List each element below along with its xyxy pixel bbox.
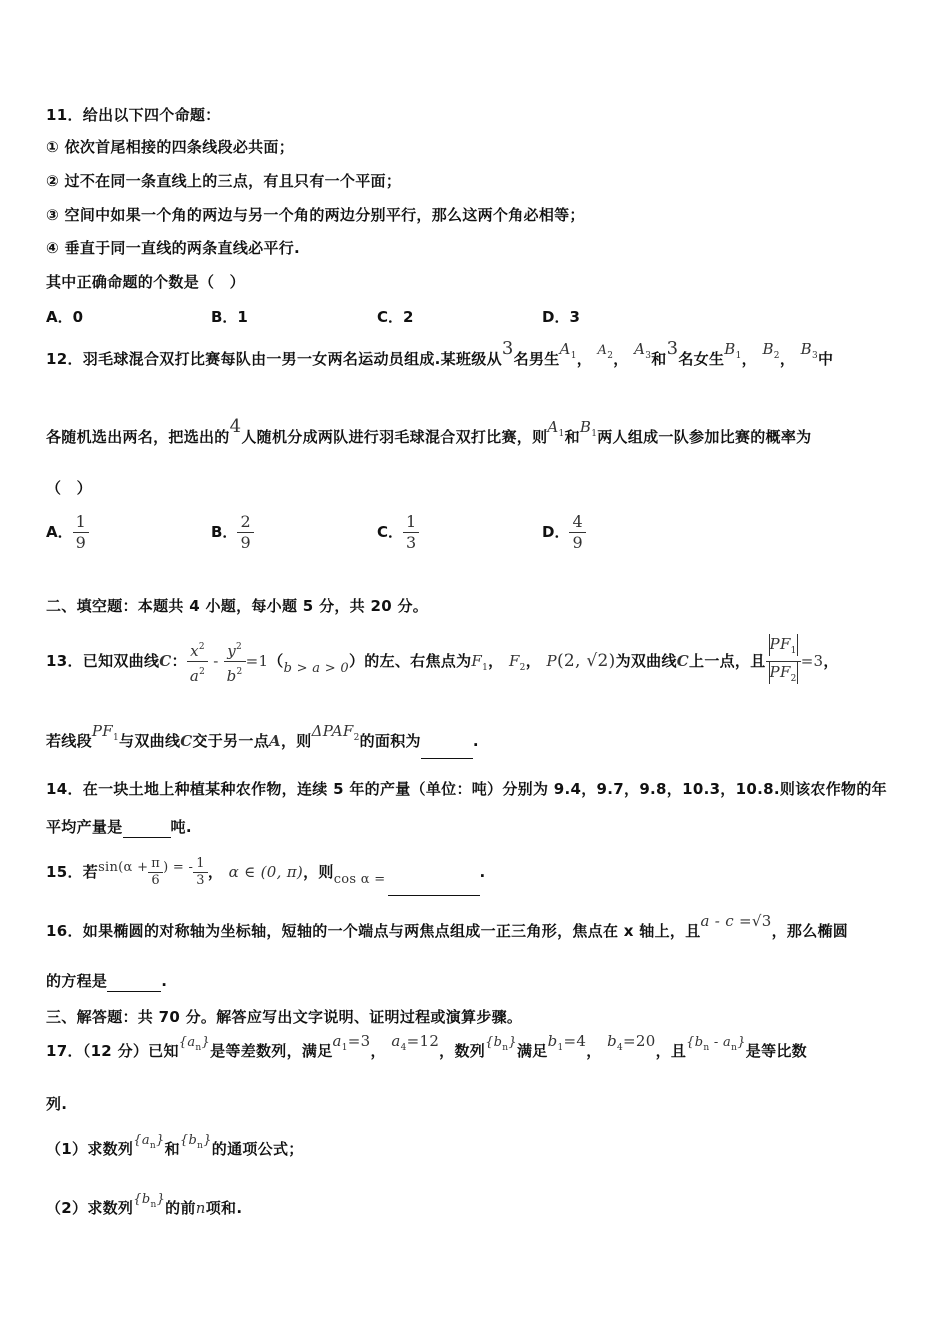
q13-text-7: 交于另一点: [192, 732, 270, 750]
q16-text-3: 的方程是: [46, 972, 108, 990]
q12-option-d: [542, 512, 586, 553]
q11-proposition-2: ② 过不在同一条直线上的三点，有且只有一个平面；: [46, 172, 402, 190]
q12-b1-ref-sub: 1: [591, 429, 598, 439]
q12-a2: A: [597, 343, 608, 358]
q13-pf2: PF: [769, 663, 791, 681]
q12-number-3b: 3: [666, 338, 679, 359]
q13-text-8: ，则: [280, 732, 312, 750]
q17-a1: a: [332, 1032, 342, 1050]
q11-option-c: C．2: [377, 308, 414, 326]
q13-answer-blank[interactable]: [421, 740, 473, 759]
q17-text-6: 是等比数: [745, 1042, 807, 1060]
q14-text-2: 吨.: [170, 818, 192, 836]
section-2-heading: 二、填空题：本题共 4 小题，每小题 5 分，共 20 分。: [46, 597, 429, 615]
q17-bn-an: {b: [686, 1035, 704, 1050]
q12-a3: A: [634, 340, 646, 358]
q16-root: √3: [751, 912, 772, 930]
q15-eq: ) = -: [163, 860, 194, 875]
q13-y-fraction: $\frac{y^2}{b^2}$: [224, 637, 246, 686]
q13-text-4: 上一点，且: [689, 652, 766, 670]
q17-part-1-bn: {b: [179, 1133, 198, 1148]
q12-option-b-label: B．: [211, 523, 238, 541]
section-3-heading: 三、解答题：共 70 分。解答应写出文字说明、证明过程或演算步骤。: [46, 1008, 523, 1026]
q12-a1-ref: A: [547, 418, 559, 436]
q13-condition: b > a > 0: [283, 661, 349, 676]
q17-b1: b: [547, 1032, 558, 1050]
q13-p: P: [546, 652, 557, 670]
q17-line-1: 17．（12 分）已知$\{a_n\}$是等差数列，满足$a_1=3$， $a_4=12$，数列$\{b_n\}$满足$b_1=4$， $b_4=20$，且$\{b_n - a_n\}$是等比数: [46, 1032, 807, 1060]
q13-text-3: 为双曲线: [615, 652, 677, 670]
q13-a: a: [189, 667, 200, 685]
q17-part-2-text-1: （2）求数列: [46, 1199, 134, 1217]
q15-sin: sin(α +: [98, 860, 149, 875]
q13-eq-1: =1: [245, 652, 269, 670]
q13-text-2: ）的左、右焦点为: [348, 652, 472, 670]
q12-option-c-fraction: [403, 512, 419, 553]
q17-part-1: （1）求数列$\{a_n\}$和$\{b_n\}$的通项公式；: [46, 1133, 304, 1158]
q13-pf1: PF: [769, 635, 791, 653]
q17-part-2: （2）求数列$\{b_n\}$的前n项和.: [46, 1192, 243, 1217]
q11-option-b: B．1: [211, 308, 248, 326]
q13-line-1: 13．已知双曲线C： $\frac{x^2}{a^2}$ - $\frac{y^2}{b^2}$ =1（b > a > 0）的左、右焦点为$F_1$， $F_2$， P(2, √2)为双曲线C上一点，且 $\frac{PF_1}{PF_2}$ =3，: [46, 634, 910, 678]
q11-option-a: A．0: [46, 308, 84, 326]
q12-b1-sub: 1: [735, 351, 742, 361]
q11-option-d: D．3: [542, 308, 580, 326]
q11-proposition-4: ④ 垂直于同一直线的两条直线必平行.: [46, 239, 301, 257]
q15-answer-blank[interactable]: [388, 875, 480, 896]
q16-equation: a - c =: [700, 912, 752, 930]
q15-text-1: 15．若: [46, 863, 99, 881]
q15-six: 6: [148, 872, 163, 889]
q12-option-c-label: C．: [377, 523, 404, 541]
q15-then: ，则: [303, 863, 334, 881]
q13-c-3: C: [180, 732, 193, 750]
q12-option-d-den: 9: [569, 532, 585, 553]
q13-y: y: [227, 642, 236, 660]
q17-text-4: 满足: [516, 1042, 548, 1060]
q16-answer-blank[interactable]: [107, 973, 161, 992]
q16-end: .: [161, 972, 168, 990]
q12-a2-sub: 2: [607, 351, 614, 361]
q12-option-b-num: 2: [240, 512, 251, 531]
q15-one: 1: [196, 856, 205, 871]
q15-line: 15．若sin(α + $\frac{\pi}{6}$ ) = - $\frac{1}{3}$ ， α ∈ (0, π)，则cos α = .: [46, 850, 910, 894]
q15-three: 3: [193, 872, 208, 889]
q17-part-2-bn: {b: [133, 1192, 151, 1207]
q12-line-2: [46, 416, 910, 455]
q15-condition: α ∈ (0, π): [228, 863, 304, 881]
q12-option-b-den: 9: [237, 532, 253, 553]
q12-option-b: [211, 512, 254, 553]
q12-line-1: 12．羽毛球混合双打比赛每队由一男一女两名运动员组成.某班级从3名男生$A_1$， $A_2$， $A_3$和3名女生$B_1$， $B_2$， $B_3$中: [46, 338, 834, 368]
q14-line-1: 14．在一块土地上种植某种农作物，连续 5 年的产量（单位：吨）分别为 9.4，9.7，9.8，10.3，10.8.则该农作物的年: [46, 780, 887, 798]
q17-text-3: ，数列: [439, 1042, 486, 1060]
q17-part-2-text-3: 项和.: [205, 1199, 243, 1217]
q13-pf1-segment: PF: [91, 722, 114, 740]
q13-f1: F: [471, 652, 483, 670]
q17-part-1-an: {a: [133, 1133, 150, 1148]
q13-eq-3: =3: [800, 652, 824, 670]
q13-triangle: ΔPAF: [311, 722, 354, 740]
q17-b4-value: =20: [623, 1032, 656, 1050]
q15-pi-fraction: [148, 856, 163, 889]
q12-number-3: 3: [501, 338, 514, 359]
q12-b2: B: [762, 340, 774, 358]
q13-c: C: [159, 652, 172, 670]
q17-part-1-text-2: 的通项公式；: [211, 1140, 304, 1158]
q13-line-2: 若线段$PF_1$与双曲线C交于另一点A，则$\Delta PAF_2$的面积为 .: [46, 730, 910, 759]
q15-pi: π: [151, 856, 161, 871]
q16-text-2: ，那么椭圆: [771, 922, 849, 940]
q12-option-d-num: 4: [572, 512, 583, 531]
q12-a1-ref-sub: 1: [558, 429, 565, 439]
q14-line-2: [46, 816, 910, 838]
q12-b1-ref: B: [579, 418, 592, 436]
q12-paren: （ ）: [46, 479, 92, 497]
q13-end: .: [472, 732, 479, 750]
q11-question: 其中正确命题的个数是（ ）: [46, 273, 245, 291]
q12-option-a-num: 1: [75, 512, 86, 531]
q12-option-c-den: 3: [403, 532, 419, 553]
q16-text-1: 16．如果椭圆的对称轴为坐标轴，短轴的一个端点与两焦点组成一正三角形，焦点在 x 轴上，且: [46, 922, 701, 940]
q12-option-d-label: D．: [542, 523, 570, 541]
q13-colon: ：: [171, 652, 187, 670]
q12-a1-sub: 1: [570, 351, 577, 361]
q17-an: {a: [178, 1035, 196, 1050]
q12-b3-sub: 3: [811, 351, 818, 361]
q15-third-fraction: [193, 856, 208, 889]
q13-text-9: 的面积为: [359, 732, 421, 750]
q13-text-6: 与双曲线: [119, 732, 181, 750]
q12-option-c: [377, 512, 419, 553]
q12-option-a-label: A．: [46, 523, 73, 541]
q17-part-1-and: 和: [164, 1140, 180, 1158]
q13-point: (2, √2): [556, 651, 616, 671]
q17-text-2: 是等差数列，满足: [210, 1042, 333, 1060]
q13-ratio-fraction: $\frac{PF_1}{PF_2}$: [766, 634, 801, 689]
q13-c-2: C: [676, 652, 690, 670]
q12-number-4: 4: [229, 416, 242, 437]
q12-option-d-fraction: [569, 512, 585, 553]
q12-text-1: 12．羽毛球混合双打比赛每队由一男一女两名运动员组成.某班级从: [46, 350, 502, 368]
q12-option-a: [46, 512, 89, 553]
q12-b2-sub: 2: [773, 351, 780, 361]
q11-proposition-1: ① 依次首尾相接的四条线段必共面；: [46, 138, 295, 156]
q13-text-5: 若线段: [46, 732, 92, 750]
q17-text-1: 17．（12 分）已知: [46, 1042, 179, 1060]
q12-text-5: 各随机选出两名，把选出的: [46, 428, 230, 446]
q11-stem: 11．给出以下四个命题：: [46, 106, 221, 124]
q17-part-1-text-1: （1）求数列: [46, 1140, 134, 1158]
q17-a4: a: [391, 1032, 401, 1050]
q17-line-2: 列.: [46, 1095, 68, 1113]
q17-part-2-text-2: 的前: [165, 1199, 196, 1217]
q13-b: b: [226, 667, 237, 685]
q12-b1: B: [724, 340, 736, 358]
q13-point-a: A: [269, 732, 281, 750]
q17-part-2-n: n: [195, 1199, 206, 1217]
q12-text-2: 名男生: [513, 350, 560, 368]
q14-answer-blank[interactable]: [123, 819, 171, 838]
q12-and: 和: [651, 350, 667, 368]
q16-line-1: [46, 912, 910, 942]
q12-text-7: 两人组成一队参加比赛的概率为: [597, 428, 812, 446]
q12-text-4: 中: [818, 350, 834, 368]
q15-end: .: [479, 863, 486, 881]
q17-bn: {b: [485, 1035, 503, 1050]
q16-line-2: [46, 970, 910, 992]
q12-a3-sub: 3: [645, 351, 652, 361]
q17-a1-value: =3: [347, 1032, 371, 1050]
q17-text-5: ，且: [655, 1042, 687, 1060]
q13-text-1: 13．已知双曲线: [46, 652, 160, 670]
q12-a1: A: [559, 340, 571, 358]
q12-option-b-fraction: [237, 512, 253, 553]
q12-option-c-num: 1: [406, 512, 417, 531]
q13-x: x: [190, 642, 199, 660]
q17-b4: b: [607, 1032, 617, 1050]
q13-x-fraction: $\frac{x^2}{a^2}$: [187, 637, 208, 686]
q12-text-6: 人随机分成两队进行羽毛球混合双打比赛，则: [241, 428, 548, 446]
q17-a4-value: =12: [406, 1032, 440, 1050]
q17-b1-value: =4: [563, 1032, 587, 1050]
q12-option-a-den: 9: [73, 532, 89, 553]
q12-option-a-fraction: [73, 512, 89, 553]
q13-f2: F: [508, 652, 520, 670]
q15-cos: cos α =: [333, 872, 386, 887]
q11-proposition-3: ③ 空间中如果一个角的两边与另一个角的两边分别平行，那么这两个角必相等；: [46, 206, 585, 224]
q12-text-3: 名女生: [678, 350, 725, 368]
q12-b3: B: [800, 340, 812, 358]
q14-text-1: 平均产量是: [46, 818, 123, 836]
q12-and-2: 和: [564, 428, 580, 446]
